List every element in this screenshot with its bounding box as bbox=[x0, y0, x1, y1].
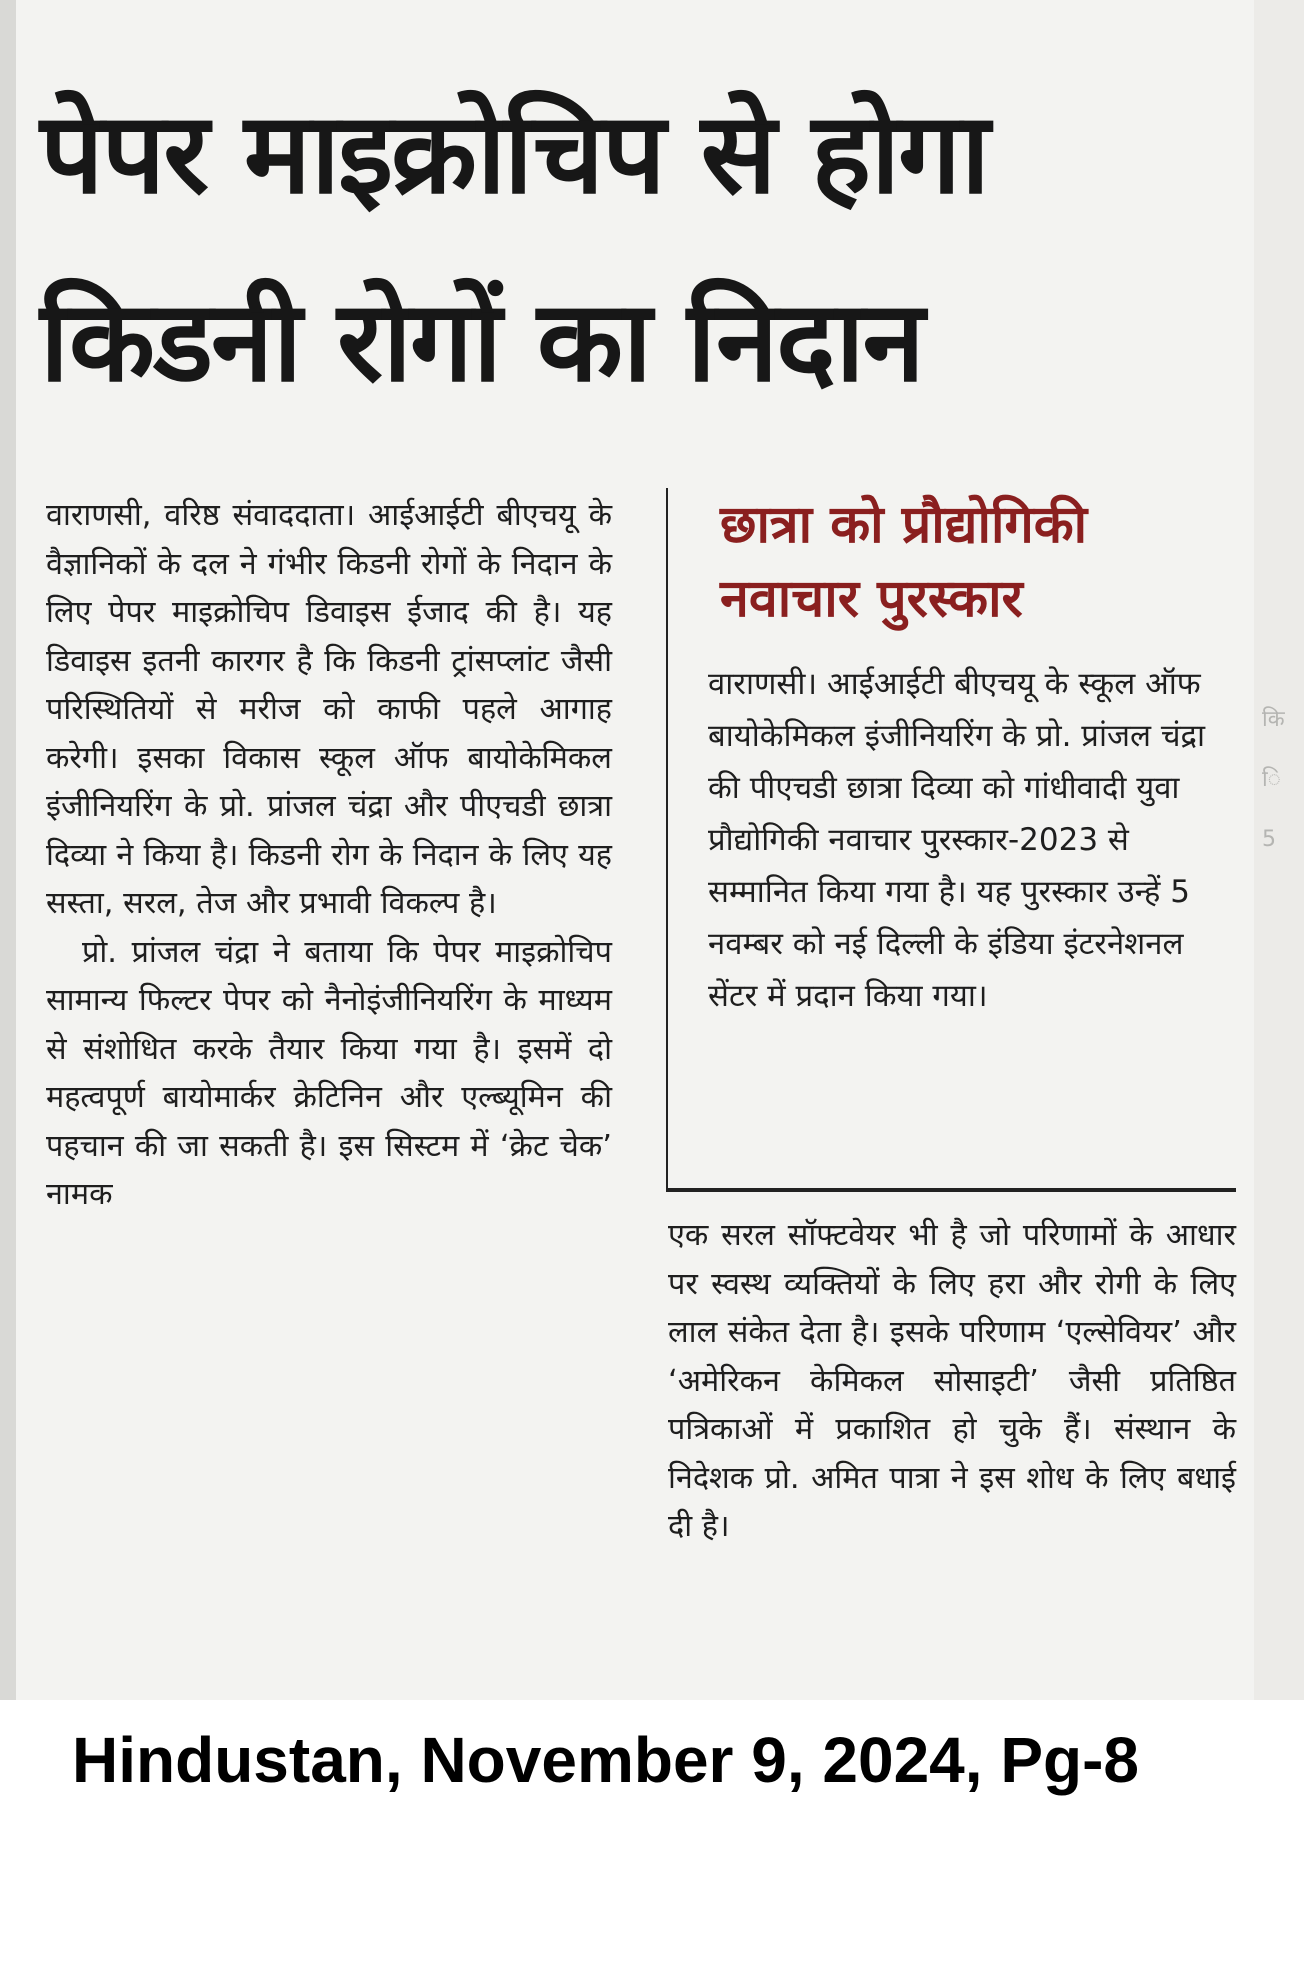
main-article-column-1 bbox=[46, 492, 612, 1220]
main-article-column-2 bbox=[668, 1212, 1236, 1552]
headline: पेपर माइक्रोचिप से होगा किडनी रोगों का निदान bbox=[40, 89, 989, 407]
source-caption: Hindustan, November 9, 2024, Pg-8 bbox=[72, 1724, 1139, 1796]
main-article-continuation: एक सरल सॉफ्टवेयर भी है जो परिणामों के आधार पर स्वस्थ व्यक्तियों के लिए हरा और रोगी के लिए लाल संकेत देता है। इसके परिणाम ‘एल्सेवियर’ और ‘अमेरिकन केमिकल सोसाइटी’ जैसी प्रतिष्ठित पत्रिकाओं में प्रकाशित हो चुके हैं। संस्थान के निदेशक प्रो. अमित पात्रा ने इस शोध के लिए बधाई दी है। bbox=[668, 1218, 1236, 1544]
main-article-paragraph-1: वाराणसी, वरिष्ठ संवाददाता। आईआईटी बीएचयू के वैज्ञानिकों के दल ने गंभीर किडनी रोगों के निदान के लिए पेपर माइक्रोचिप डिवाइस ईजाद की है। यह डिवाइस इतनी कारगर है कि किडनी ट्रांसप्लांट जैसी परिस्थितियों से मरीज को काफी पहले आगाह करेगी। इसका विकास स्कूल ऑफ बायोकेमिकल इंजीनियरिंग के प्रो. प्रांजल चंद्रा और पीएचडी छात्रा दिव्या ने किया है। किडनी रोग के निदान के लिए यह सस्ता, सरल, तेज और प्रभावी विकल्प है। bbox=[46, 498, 612, 921]
scan-edge-left bbox=[0, 0, 16, 1700]
main-article-paragraph-2: प्रो. प्रांजल चंद्रा ने बताया कि पेपर माइक्रोचिप सामान्य फिल्टर पेपर को नैनोइंजीनियरिंग के माध्यम से संशोधित करके तैयार किया गया है। इसमें दो महत्वपूर्ण बायोमार्कर क्रेटिनिन और एल्ब्यूमिन की पहचान की जा सकती है। इस सिस्टम में ‘क्रेट चेक’ नामक bbox=[46, 934, 612, 1212]
sidebar-title: छात्रा को प्रौद्योगिकी नवाचार पुरस्कार bbox=[720, 495, 1088, 629]
sidebar-text: वाराणसी। आईआईटी बीएचयू के स्कूल ऑफ बायोकेमिकल इंजीनियरिंग के प्रो. प्रांजल चंद्रा की पीएचडी छात्रा दिव्या को गांधीवादी युवा प्रौद्योगिकी नवाचार पुरस्कार-2023 से सम्मानित किया गया है। यह पुरस्कार उन्हें 5 नवम्बर को नई दिल्ली के इंडिया इंटरनेशनल सेंटर में प्रदान किया गया। bbox=[708, 666, 1206, 1014]
sidebar-box bbox=[666, 488, 1236, 1192]
adjacent-article-fragment: कि ि 5 bbox=[1262, 707, 1285, 852]
